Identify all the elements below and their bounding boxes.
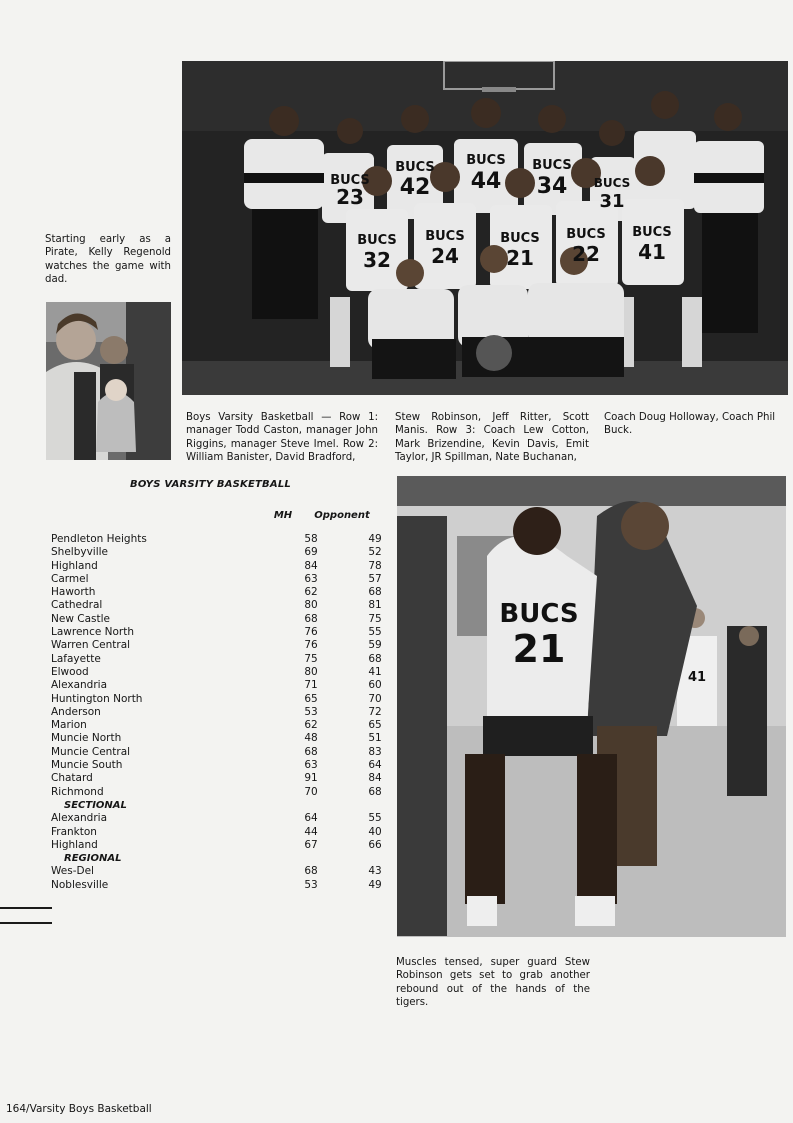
opponent-name: Anderson (51, 705, 101, 718)
mh-score: 71 (304, 679, 318, 692)
team-caption-col1: Boys Varsity Basketball — Row 1: manager Todd Caston, manager John Riggins, manager Steve Imel. Row 2: William Banister, David Bradford, (186, 412, 378, 464)
mh-score: 75 (304, 652, 318, 665)
opponent-score: 59 (368, 639, 382, 652)
opponent-score: 49 (368, 878, 382, 891)
schedule-row (51, 666, 381, 679)
mh-score: 48 (304, 732, 318, 745)
schedule-row (51, 573, 381, 586)
opponent-score: 51 (368, 732, 382, 745)
jersey-word: BUCS (532, 158, 572, 173)
schedule-row (51, 719, 381, 732)
mh-score: 69 (304, 546, 318, 559)
mh-score: 63 (304, 572, 318, 585)
opponent-score: 57 (368, 572, 382, 585)
mh-score: 63 (304, 759, 318, 772)
jersey-number: 22 (572, 242, 600, 266)
mh-score: 76 (304, 639, 318, 652)
jersey-word: BUCS (395, 160, 435, 175)
mh-score: 53 (304, 705, 318, 718)
opponent-name: Pendleton Heights (51, 533, 147, 545)
action-jersey-word: BUCS (499, 599, 579, 629)
mh-score: 84 (304, 559, 318, 572)
divider-rule (0, 907, 52, 909)
jersey-number: 24 (431, 244, 459, 268)
opponent-name: Haworth (51, 586, 96, 599)
mh-score: 80 (304, 665, 318, 678)
opponent-name: Alexandria (51, 812, 108, 825)
schedule-row (51, 706, 381, 719)
schedule-row (51, 693, 381, 706)
opponent-name: Marion (51, 719, 87, 732)
opponent-name: Lawrence North (51, 626, 135, 639)
schedule-row (51, 879, 381, 892)
pirate-photo (46, 302, 171, 460)
mh-score: 68 (304, 865, 318, 878)
opponent-name: New Castle (51, 612, 110, 625)
mh-score: 62 (304, 719, 318, 732)
action-jersey-number: 21 (512, 627, 566, 671)
opponent-score: 65 (368, 719, 382, 732)
jersey-number: 23 (336, 185, 364, 209)
schedule-row (51, 746, 381, 759)
schedule-row (51, 786, 381, 799)
opponent-name: Muncie North (51, 732, 122, 745)
opponent-score: 68 (368, 652, 382, 665)
opponent-score: 81 (368, 599, 382, 612)
mh-score: 62 (304, 586, 318, 599)
schedule-section-heading (51, 852, 381, 865)
schedule-row (51, 599, 381, 612)
opponent-name: Elwood (51, 665, 89, 678)
jersey-number: 41 (638, 240, 666, 264)
team-photo (182, 61, 788, 395)
action-caption: Muscles tensed, super guard Stew Robinson gets set to grab another rebound out of the hands of the tigers. (396, 957, 590, 1009)
opponent-score: 68 (368, 785, 382, 798)
opponent-name: Chatard (51, 772, 93, 785)
jersey-word: BUCS (357, 233, 397, 248)
opponent-score: 64 (368, 759, 382, 772)
schedule-row (51, 679, 381, 692)
schedule-row (51, 826, 381, 839)
schedule-row (51, 560, 381, 573)
mh-score: 76 (304, 626, 318, 639)
mh-score: 70 (304, 785, 318, 798)
jersey-word: BUCS (500, 231, 540, 246)
mh-score: 65 (304, 692, 318, 705)
opponent-score: 41 (368, 665, 382, 678)
section-heading-label: REGIONAL (64, 853, 122, 865)
opponent-name: Cathedral (51, 599, 103, 612)
opponent-score: 55 (368, 626, 382, 639)
team-caption-col2: Stew Robinson, Jeff Ritter, Scott Manis. Row 3: Coach Lew Cotton, Mark Brizendine, Kevin Davis, Emit Taylor, JR Spillman, Nate Buchanan, (395, 412, 589, 464)
jersey-number: 42 (399, 175, 431, 200)
schedule-row (51, 759, 381, 772)
opponent-name: Lafayette (51, 652, 101, 665)
pirate-caption: Starting early as a Pirate, Kelly Regenold watches the game with dad. (45, 234, 171, 286)
opponent-score: 52 (368, 546, 382, 559)
opponent-score: 55 (368, 812, 382, 825)
jersey-word: BUCS (566, 227, 606, 242)
opponent-name: Muncie South (51, 759, 123, 772)
schedule-row (51, 626, 381, 639)
mh-score: 44 (304, 825, 318, 838)
opponent-name: Richmond (51, 785, 104, 798)
jersey-word: BUCS (632, 225, 672, 240)
opponent-score: 60 (368, 679, 382, 692)
opponent-name: Muncie Central (51, 745, 131, 758)
table-title: BOYS VARSITY BASKETBALL (130, 479, 291, 490)
mh-score: 68 (304, 745, 318, 758)
schedule-row (51, 639, 381, 652)
opponent-score: 83 (368, 745, 382, 758)
mh-score: 80 (304, 599, 318, 612)
jersey-number: 21 (506, 246, 534, 270)
jersey-number: 32 (363, 248, 391, 272)
opponent-name: Shelbyville (51, 546, 109, 559)
schedule-row (51, 613, 381, 626)
mh-score: 53 (304, 878, 318, 891)
opponent-score: 78 (368, 559, 382, 572)
opponent-name: Highland (51, 559, 98, 572)
schedule-row (51, 865, 381, 878)
opponent-name: Wes-Del (51, 865, 94, 878)
column-header-opponent: Opponent (314, 510, 370, 521)
mh-score: 67 (304, 838, 318, 851)
opponent-score: 40 (368, 825, 382, 838)
jersey-word: BUCS (330, 173, 370, 188)
jersey-number: 34 (536, 174, 568, 199)
jersey-word: BUCS (593, 176, 631, 190)
background-jersey-number: 41 (687, 670, 707, 685)
opponent-name: Carmel (51, 572, 89, 585)
action-photo (397, 476, 786, 937)
schedule-row (51, 586, 381, 599)
opponent-score: 72 (368, 705, 382, 718)
section-heading-label: SECTIONAL (64, 799, 127, 811)
schedule-section-heading (51, 799, 381, 812)
jersey-number: 44 (470, 169, 502, 194)
mh-score: 91 (304, 772, 318, 785)
schedule-row (51, 812, 381, 825)
opponent-name: Noblesville (51, 878, 109, 891)
opponent-score: 84 (368, 772, 382, 785)
jersey-word: BUCS (425, 229, 465, 244)
opponent-name: Huntington North (51, 692, 143, 705)
mh-score: 64 (304, 812, 318, 825)
jersey-number: 31 (599, 191, 625, 212)
team-caption-col3: Coach Doug Holloway, Coach Phil Buck. (604, 412, 776, 437)
schedule-row (51, 772, 381, 785)
page-footer: 164/Varsity Boys Basketball (6, 1103, 152, 1115)
schedule-row (51, 546, 381, 559)
opponent-name: Warren Central (51, 639, 131, 652)
opponent-name: Highland (51, 838, 98, 851)
schedule-row (51, 839, 381, 852)
column-header-mh: MH (273, 510, 293, 521)
opponent-score: 70 (368, 692, 382, 705)
mh-score: 68 (304, 612, 318, 625)
opponent-name: Alexandria (51, 679, 108, 692)
opponent-score: 75 (368, 612, 382, 625)
opponent-score: 66 (368, 838, 382, 851)
schedule-table (51, 533, 381, 892)
opponent-score: 49 (368, 533, 382, 545)
schedule-row (51, 533, 381, 546)
divider-rule (0, 922, 52, 924)
opponent-score: 43 (368, 865, 382, 878)
schedule-row (51, 732, 381, 745)
mh-score: 58 (304, 533, 318, 545)
jersey-word: BUCS (466, 153, 506, 168)
schedule-row (51, 653, 381, 666)
opponent-name: Frankton (51, 825, 97, 838)
opponent-score: 68 (368, 586, 382, 599)
